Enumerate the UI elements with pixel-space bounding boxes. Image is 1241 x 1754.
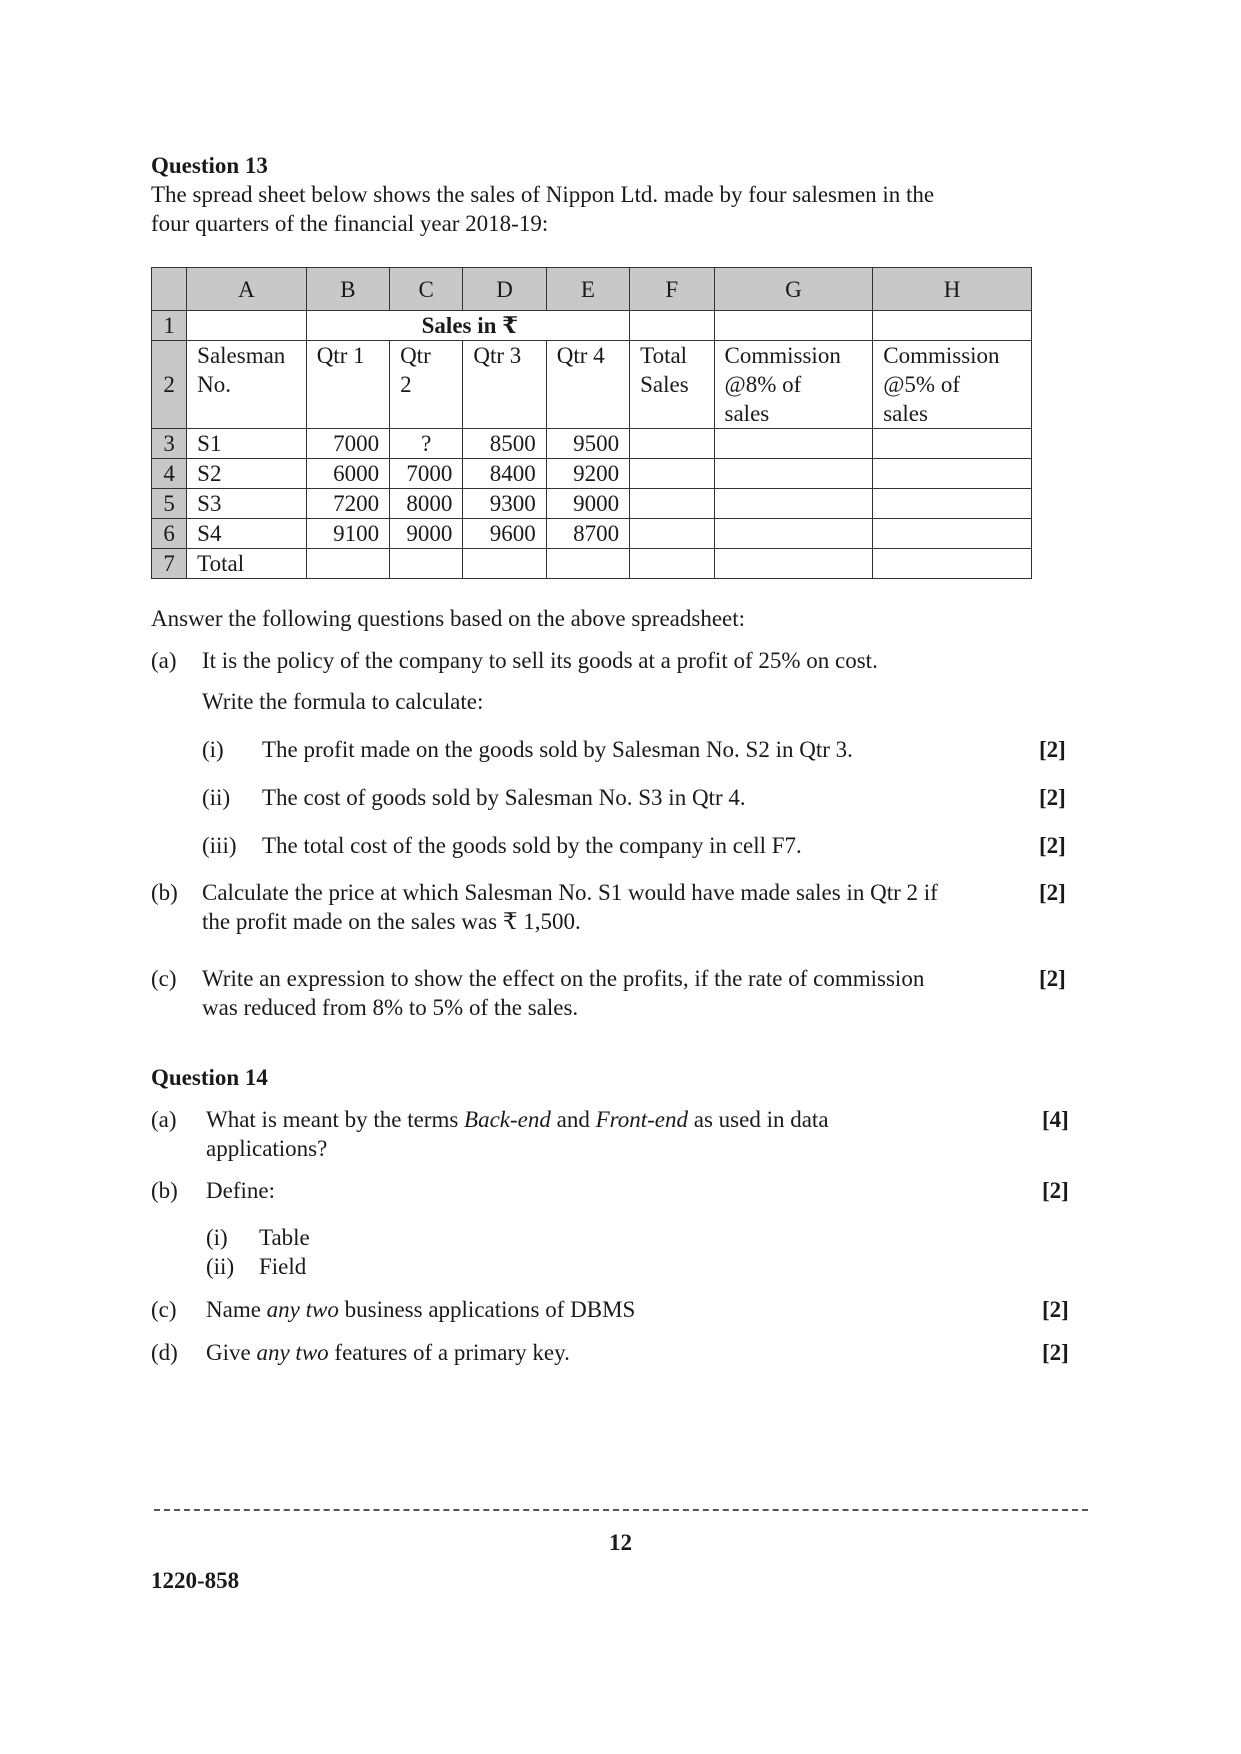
q14a-label: (a)	[151, 1107, 177, 1132]
cell-qtr4: 9000	[546, 489, 629, 519]
cell-total-sales	[630, 549, 714, 579]
cell-e2: Qtr 4	[546, 341, 629, 429]
cell-qtr1: 6000	[306, 459, 389, 489]
q14d-post: features of a primary key.	[328, 1340, 570, 1365]
q14a-line2: applications?	[206, 1136, 328, 1161]
marks-badge: [4]	[1042, 1107, 1069, 1132]
q14b-i-label: (i)	[206, 1225, 228, 1250]
q14b-label: (b)	[151, 1178, 178, 1203]
row-number: 4	[152, 459, 187, 489]
marks-badge: [2]	[1039, 880, 1066, 905]
q14d-pre: Give	[206, 1340, 257, 1365]
spreadsheet-table	[151, 267, 1032, 579]
cell-total-sales	[630, 459, 714, 489]
cell-qtr2: 9000	[390, 519, 463, 549]
q14c-label: (c)	[151, 1297, 177, 1322]
q13a-text: It is the policy of the company to sell its goods at a profit of 25% on cost.	[202, 648, 878, 673]
table-row	[152, 549, 1032, 579]
cell-d2: Qtr 3	[463, 341, 546, 429]
cell-qtr4	[546, 549, 629, 579]
q14a-term-frontend: Front-end	[595, 1107, 689, 1132]
cell-h2	[873, 341, 1032, 429]
table-row	[152, 489, 1032, 519]
cell-text: @8% of	[724, 372, 802, 397]
table-row	[152, 519, 1032, 549]
page-number: 12	[609, 1530, 632, 1555]
marks-badge: [2]	[1042, 1178, 1069, 1203]
marks-badge: [2]	[1039, 785, 1066, 810]
cell-c2	[390, 341, 463, 429]
q14d-emphasis: any two	[256, 1340, 329, 1365]
cell-commission-5	[873, 549, 1032, 579]
footer-divider	[154, 1509, 1088, 1511]
cell-qtr4: 9200	[546, 459, 629, 489]
q13a-i-label: (i)	[202, 737, 224, 762]
marks-badge: [2]	[1039, 737, 1066, 762]
q13a-iii-text: The total cost of the goods sold by the company in cell F7.	[262, 833, 802, 858]
cell-commission-5	[873, 459, 1032, 489]
cell-salesman: S2	[187, 459, 307, 489]
cell-commission-8	[714, 519, 873, 549]
q14a-post: as used in data	[688, 1107, 829, 1132]
q13a-label: (a)	[151, 648, 177, 673]
cell-a2	[187, 341, 307, 429]
q13b-line1: Calculate the price at which Salesman No. S1 would have made sales in Qtr 2 if	[202, 880, 938, 905]
q14d-label: (d)	[151, 1340, 178, 1365]
cell-qtr1: 9100	[306, 519, 389, 549]
q14b-ii-text: Field	[259, 1254, 307, 1279]
q14a-term-backend: Back-end	[464, 1107, 551, 1132]
column-header: H	[873, 268, 1032, 311]
cell-text: @5% of	[883, 372, 960, 397]
column-header: C	[390, 268, 463, 311]
cell-commission-5	[873, 489, 1032, 519]
q14c-emphasis: any two	[266, 1297, 339, 1322]
q13-lead-text: Answer the following questions based on the above spreadsheet:	[151, 606, 746, 631]
cell-salesman: S3	[187, 489, 307, 519]
cell-qtr2: 8000	[390, 489, 463, 519]
cell-qtr2	[390, 549, 463, 579]
cell-qtr1: 7200	[306, 489, 389, 519]
cell-commission-8	[714, 489, 873, 519]
q14c-pre: Name	[206, 1297, 267, 1322]
q13a-iii-label: (iii)	[202, 833, 237, 858]
cell-text: sales	[724, 401, 770, 426]
cell-qtr3	[463, 549, 546, 579]
q13a-ii-label: (ii)	[202, 785, 231, 810]
cell-a1	[187, 311, 307, 341]
column-header: D	[463, 268, 546, 311]
cell-f1	[630, 311, 714, 341]
table-row	[152, 429, 1032, 459]
cell-commission-5	[873, 519, 1032, 549]
table-row	[152, 459, 1032, 489]
cell-qtr3: 8500	[463, 429, 546, 459]
q14a-line1	[206, 1105, 829, 1134]
cell-qtr3: 9600	[463, 519, 546, 549]
row-number: 1	[152, 311, 187, 341]
q13b-line2: the profit made on the sales was ₹ 1,500.	[202, 909, 581, 934]
cell-text: 2	[400, 372, 412, 397]
q13c-line2: was reduced from 8% to 5% of the sales.	[202, 995, 579, 1020]
paper-code: 1220-858	[151, 1568, 240, 1593]
cell-salesman: Total	[187, 549, 307, 579]
cell-qtr2: ?	[390, 429, 463, 459]
row-number: 6	[152, 519, 187, 549]
cell-text: Sales	[640, 372, 689, 397]
cell-g1	[714, 311, 873, 341]
corner-cell	[152, 268, 187, 311]
cell-total-sales	[630, 429, 714, 459]
cell-qtr4: 8700	[546, 519, 629, 549]
column-header: F	[630, 268, 714, 311]
q14a-pre: What is meant by the terms	[206, 1107, 465, 1132]
cell-salesman: S4	[187, 519, 307, 549]
q13b-label: (b)	[151, 880, 178, 905]
q14c-text	[206, 1295, 635, 1324]
cell-qtr2: 7000	[390, 459, 463, 489]
marks-badge: [2]	[1042, 1340, 1069, 1365]
cell-total-sales	[630, 519, 714, 549]
cell-text: sales	[883, 401, 928, 426]
q13c-line1: Write an expression to show the effect on the profits, if the rate of commission	[202, 966, 925, 991]
column-header: E	[546, 268, 629, 311]
column-header-row	[152, 268, 1032, 311]
question-14-heading: Question 14	[151, 1065, 268, 1090]
q13a-subtext: Write the formula to calculate:	[202, 689, 484, 714]
column-header: B	[306, 268, 389, 311]
question-13-heading: Question 13	[151, 153, 268, 178]
table-row	[152, 311, 1032, 341]
cell-total-sales	[630, 489, 714, 519]
row-number: 5	[152, 489, 187, 519]
cell-commission-8	[714, 549, 873, 579]
q13-intro-line2: four quarters of the financial year 2018-19:	[151, 211, 549, 236]
marks-badge: [2]	[1039, 966, 1066, 991]
sales-title-cell: Sales in ₹	[306, 311, 629, 341]
q13a-i-text: The profit made on the goods sold by Salesman No. S2 in Qtr 3.	[262, 737, 853, 762]
marks-badge: [2]	[1039, 833, 1066, 858]
cell-qtr4: 9500	[546, 429, 629, 459]
cell-h1	[873, 311, 1032, 341]
cell-text: Qtr	[400, 343, 431, 368]
cell-commission-8	[714, 459, 873, 489]
cell-commission-8	[714, 429, 873, 459]
cell-qtr1	[306, 549, 389, 579]
cell-text: Commission	[724, 343, 841, 368]
row-number: 7	[152, 549, 187, 579]
cell-text: Salesman	[197, 343, 286, 368]
cell-qtr3: 8400	[463, 459, 546, 489]
q13-intro-line1: The spread sheet below shows the sales of Nippon Ltd. made by four salesmen in the	[151, 182, 935, 207]
cell-text: Commission	[883, 343, 1000, 368]
cell-b2: Qtr 1	[306, 341, 389, 429]
cell-commission-5	[873, 429, 1032, 459]
q13a-ii-text: The cost of goods sold by Salesman No. S3 in Qtr 4.	[262, 785, 746, 810]
column-header: G	[714, 268, 873, 311]
q14a-mid: and	[550, 1107, 596, 1132]
row-number: 2	[152, 341, 187, 429]
table-row	[152, 341, 1032, 429]
cell-qtr3: 9300	[463, 489, 546, 519]
cell-text: Total	[640, 343, 688, 368]
cell-qtr1: 7000	[306, 429, 389, 459]
q14b-ii-label: (ii)	[206, 1254, 235, 1279]
row-number: 3	[152, 429, 187, 459]
q14b-text: Define:	[206, 1178, 275, 1203]
cell-g2	[714, 341, 873, 429]
q14d-text	[206, 1338, 570, 1367]
column-header: A	[187, 268, 307, 311]
q14b-i-text: Table	[259, 1225, 310, 1250]
q13c-label: (c)	[151, 966, 177, 991]
marks-badge: [2]	[1042, 1297, 1069, 1322]
cell-f2	[630, 341, 714, 429]
cell-text: No.	[197, 372, 232, 397]
cell-salesman: S1	[187, 429, 307, 459]
q14c-post: business applications of DBMS	[338, 1297, 636, 1322]
